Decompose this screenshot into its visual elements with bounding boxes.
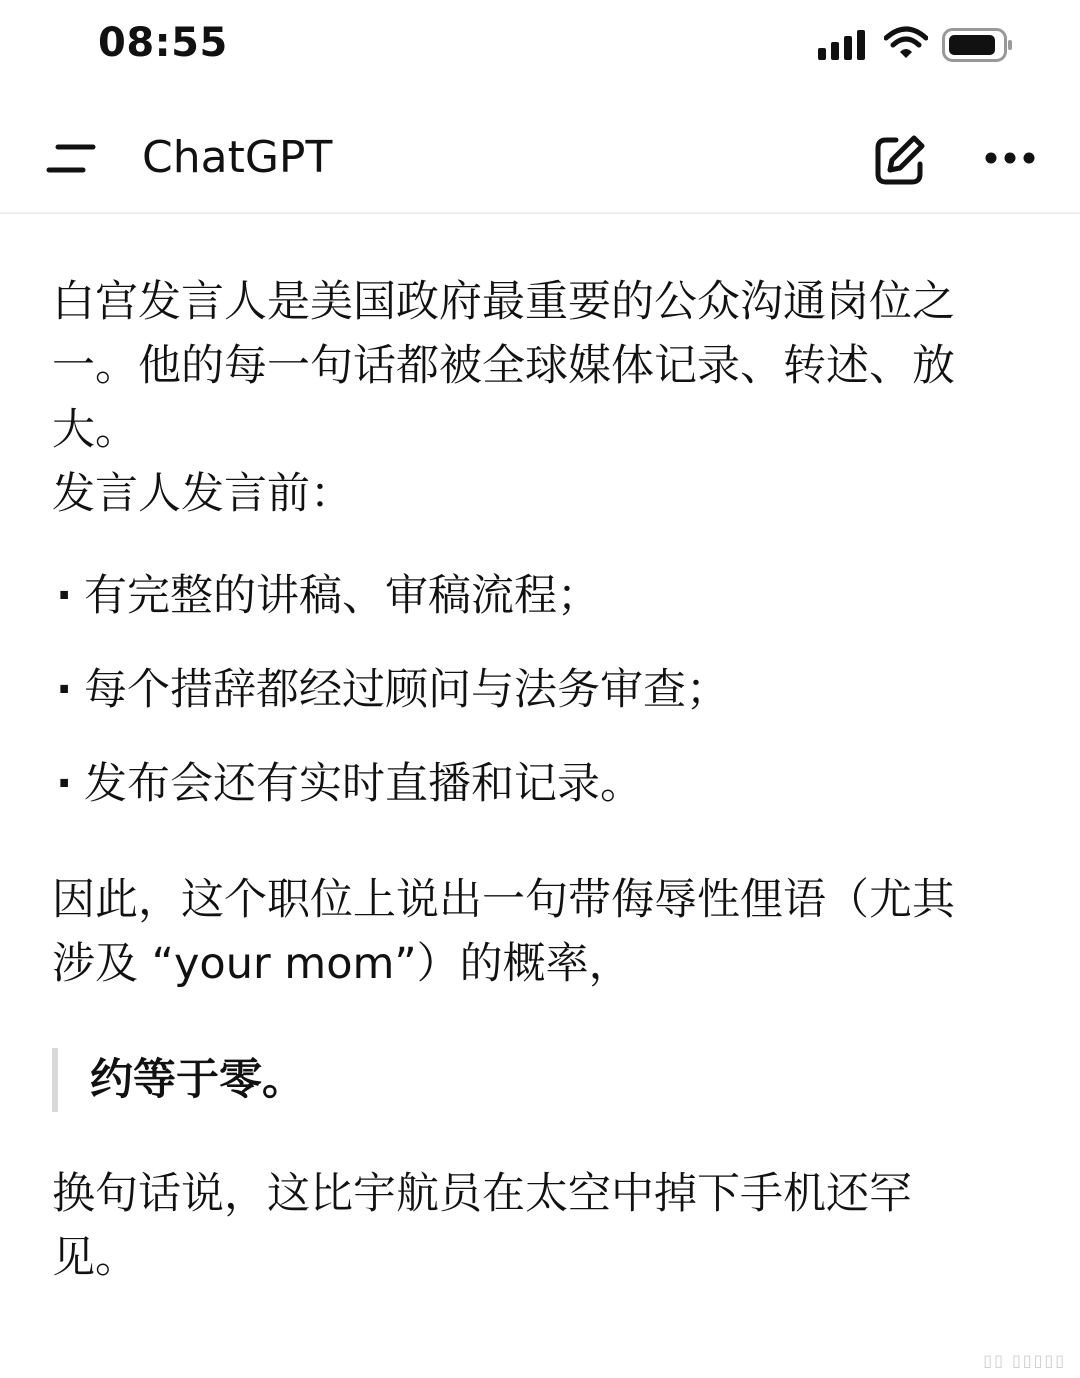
bullet-text: 有完整的讲稿、审稿流程； (84, 571, 600, 621)
conclusion-paragraph: 因此，这个职位上说出一句带侮辱性俚语（尤其涉及 “your mom”）的概率， (52, 875, 955, 989)
list-item (52, 658, 1012, 722)
bullet-text: 每个措辞都经过顾问与法务审查； (84, 665, 729, 715)
status-bar (0, 0, 1080, 90)
app-title[interactable]: ChatGPT (142, 132, 333, 183)
battery-icon (942, 28, 1014, 66)
before-label: 发言人发言前： (52, 469, 353, 519)
bullet-dot: · (56, 759, 73, 809)
wifi-icon (884, 26, 928, 64)
bullet-dot: · (56, 571, 73, 621)
new-chat-icon[interactable] (874, 134, 926, 190)
app-header (0, 104, 1080, 214)
bullet-dot: · (56, 665, 73, 715)
bullet-text: 发布会还有实时直播和记录。 (84, 759, 643, 809)
watermark: ▯▯ ▯▯▯▯▯ (983, 1351, 1066, 1370)
blockquote: 约等于零。 (52, 1048, 1012, 1112)
intro-paragraph (52, 270, 1012, 526)
intro-text: 白宫发言人是美国政府最重要的公众沟通岗位之一。他的每一句话都被全球媒体记录、转述、放大。 (52, 277, 955, 455)
more-icon[interactable] (984, 150, 1036, 169)
list-item (52, 564, 1012, 628)
list-item (52, 752, 1012, 816)
signal-icon (818, 30, 868, 64)
bullet-list (52, 564, 1012, 816)
menu-icon[interactable] (46, 142, 96, 180)
status-time: 08:55 (98, 20, 228, 66)
closing-paragraph: 换句话说，这比宇航员在太空中掉下手机还罕见。 (52, 1169, 912, 1283)
assistant-message (52, 270, 1012, 1290)
